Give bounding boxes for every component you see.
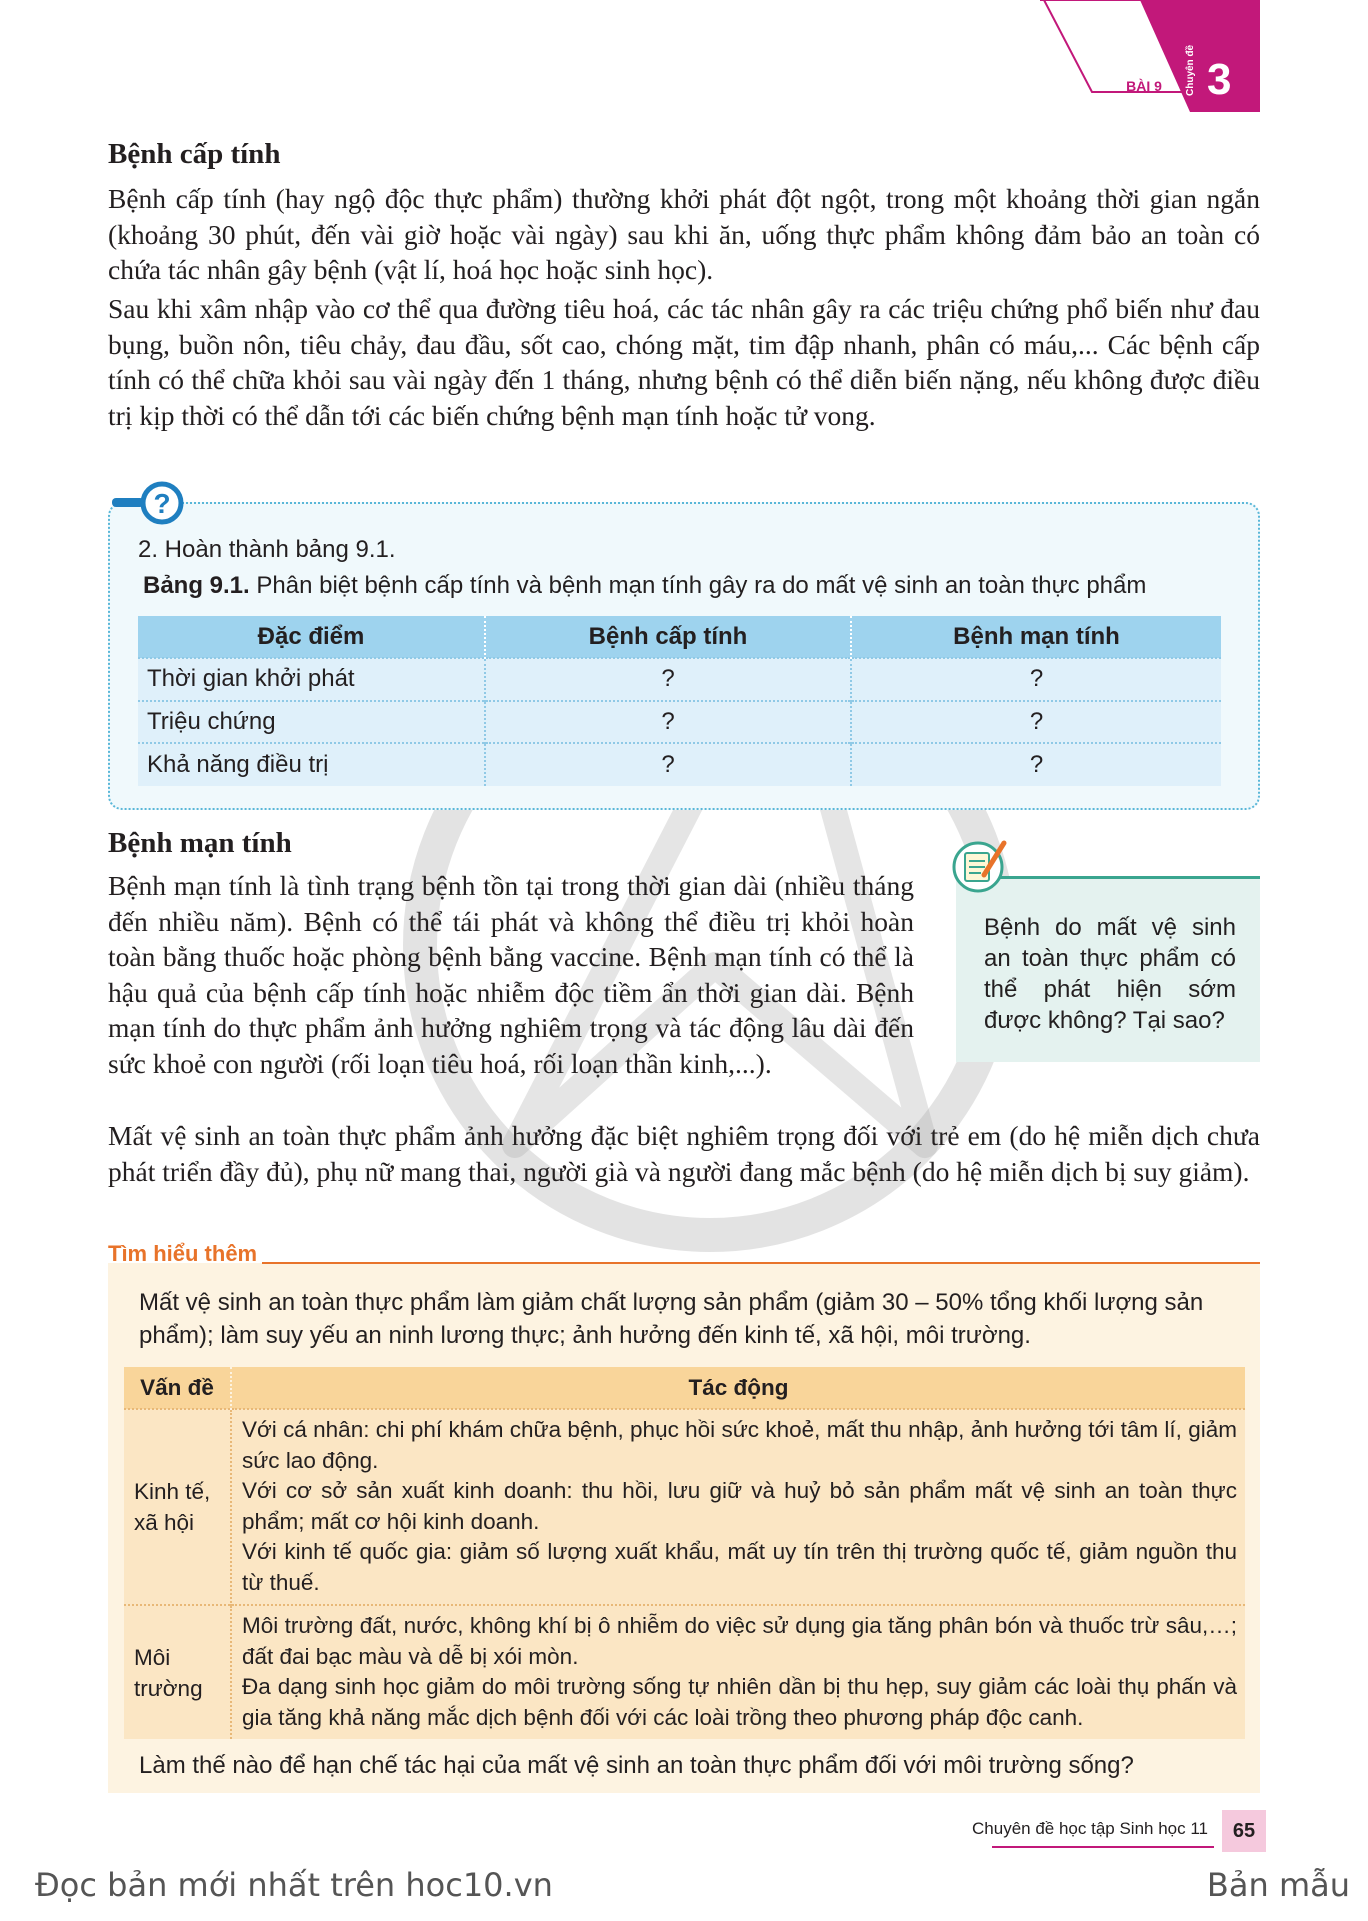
table-row: [124, 1605, 1245, 1739]
table-cell: ?: [485, 743, 851, 786]
side-note-text: Bệnh do mất vệ sinh an toàn thực phẩm có thể phát hiện sớm được không? Tại sao?: [984, 914, 1236, 1034]
impact-item: Với kinh tế quốc gia: giảm số lượng xuất khẩu, mất uy tín trên thị trường quốc tế, giảm nguồn thu từ thuế.: [242, 1539, 1237, 1595]
page-number: 65: [1222, 1810, 1266, 1852]
table-cell: ?: [851, 743, 1221, 786]
issue-cell: Kinh tế, xã hội: [124, 1409, 231, 1605]
section-heading-acute: Bệnh cấp tính: [108, 138, 281, 170]
notepad-pencil-icon: [950, 835, 1010, 895]
magnifier-question-icon: [110, 480, 190, 526]
table-cell: ?: [851, 658, 1221, 701]
learn-more-title: Tìm hiểu thêm: [108, 1241, 258, 1266]
table-header-cell: Bệnh mạn tính: [851, 616, 1221, 658]
impact-cell: [231, 1605, 1245, 1739]
impact-item: Với cá nhân: chi phí khám chữa bệnh, phục hồi sức khoẻ, mất thu nhập, ảnh hưởng tới tâm lí, giảm sức lao động.: [242, 1417, 1237, 1473]
learn-more-question: Làm thế nào để hạn chế tác hại của mất vệ sinh an toàn thực phẩm đối với môi trường sống?: [139, 1752, 1134, 1779]
chronic-paragraph-2: Mất vệ sinh an toàn thực phẩm ảnh hưởng đặc biệt nghiêm trọng đối với trẻ em (do hệ miễn dịch chưa phát triển đầy đủ), phụ nữ mang thai, người già và người đang mắc bệnh (do hệ miễn dịch bị suy giảm).: [108, 1120, 1260, 1187]
acute-paragraph-2: Sau khi xâm nhập vào cơ thể qua đường tiêu hoá, các tác nhân gây ra các triệu chứng phổ biến như đau bụng, buồn nôn, tiêu chảy, đau đầu, sốt cao, chóng mặt, tim đập nhanh, phân có máu,... Các bệnh cấp tính có thể chữa khỏi sau vài ngày đến 1 tháng, nhưng bệnh có thể diễn biến nặng, nếu không được điều trị kịp thời có thể dẫn tới các biến chứng bệnh mạn tính hoặc tử vong.: [108, 293, 1260, 431]
impact-item: Môi trường đất, nước, không khí bị ô nhiễm do việc sử dụng gia tăng phân bón và thuốc trừ sâu,…; đất đai bạc màu và dễ bị xói mòn.: [242, 1613, 1237, 1669]
table-row: [138, 658, 1221, 701]
svg-text:?: ?: [153, 488, 171, 519]
topic-word: Chuyên đề: [1185, 44, 1196, 96]
table-caption-text: Phân biệt bệnh cấp tính và bệnh mạn tính gây ra do mất vệ sinh an toàn thực phẩm: [256, 572, 1147, 599]
table-row: [124, 1409, 1245, 1605]
table-header-cell: Bệnh cấp tính: [485, 616, 851, 658]
learn-more-intro: Mất vệ sinh an toàn thực phẩm làm giảm chất lượng sản phẩm (giảm 30 – 50% tổng khối lượng sản phẩm); làm suy yếu an ninh lương thực; ảnh hưởng đến kinh tế, xã hội, môi trường.: [139, 1289, 1204, 1349]
lesson-label: BÀI 9: [1126, 78, 1162, 94]
topic-number: 3: [1207, 55, 1232, 104]
comparison-table: [138, 616, 1221, 786]
section-heading-chronic: Bệnh mạn tính: [108, 827, 292, 859]
book-title: Chuyên đề học tập Sinh học 11: [972, 1819, 1208, 1838]
table-header-cell: Đặc điểm: [138, 616, 485, 658]
impact-item: Với cơ sở sản xuất kinh doanh: thu hồi, lưu giữ và huỷ bỏ sản phẩm mất vệ sinh an toàn thực phẩm; mất cơ hội kinh doanh.: [242, 1478, 1237, 1534]
chronic-paragraph-1: Bệnh mạn tính là tình trạng bệnh tồn tại trong thời gian dài (nhiều tháng đến nhiều năm). Bệnh có thể tái phát và không thể điều trị khỏi hoàn toàn bằng thuốc hoặc phòng bệnh bằng vaccine. Bệnh mạn tính có thể là hậu quả của bệnh cấp tính hoặc nhiễm độc tiềm ẩn thời gian dài. Bệnh mạn tính do thực phẩm ảnh hưởng nghiêm trọng và tác động lâu dài đến sức khoẻ con người (rối loạn tiêu hoá, rối loạn thần kinh,...).: [108, 870, 914, 1079]
table-cell: Thời gian khởi phát: [138, 658, 485, 701]
question-task: 2. Hoàn thành bảng 9.1.: [138, 536, 396, 563]
table-row: [138, 701, 1221, 744]
source-banner-link[interactable]: Đọc bản mới nhất trên hoc10.vn: [35, 1866, 553, 1904]
sample-label: Bản mẫu: [1206, 1866, 1350, 1904]
table-header-row: [124, 1367, 1245, 1409]
impact-item: Đa dạng sinh học giảm do môi trường sống tự nhiên dần bị thu hẹp, suy giảm các loài thụ phấn và gia tăng khả năng mắc dịch bệnh đối với các loài trồng theo phương pháp độc canh.: [242, 1674, 1237, 1730]
issue-cell: Môi trường: [124, 1605, 231, 1739]
table-header-row: [138, 616, 1221, 658]
table-row: [138, 743, 1221, 786]
impact-table: [124, 1367, 1245, 1739]
table-cell: Khả năng điều trị: [138, 743, 485, 786]
acute-paragraph-1: Bệnh cấp tính (hay ngộ độc thực phẩm) thường khởi phát đột ngột, trong một khoảng thời gian ngắn (khoảng 30 phút, đến vài giờ hoặc vài ngày) sau khi ăn, uống thực phẩm không đảm bảo an toàn có chứa tác nhân gây bệnh (vật lí, hoá học hoặc sinh học).: [108, 183, 1260, 285]
table-header-cell: Tác động: [231, 1367, 1245, 1409]
impact-cell: [231, 1409, 1245, 1605]
table-cell: Triệu chứng: [138, 701, 485, 744]
table-caption: [143, 572, 1146, 600]
footer-underline: [992, 1846, 1214, 1848]
table-caption-label: Bảng 9.1.: [143, 572, 250, 599]
table-cell: ?: [485, 701, 851, 744]
table-header-cell: Vấn đề: [124, 1367, 231, 1409]
learn-more-divider: [262, 1262, 1260, 1264]
table-cell: ?: [485, 658, 851, 701]
table-cell: ?: [851, 701, 1221, 744]
